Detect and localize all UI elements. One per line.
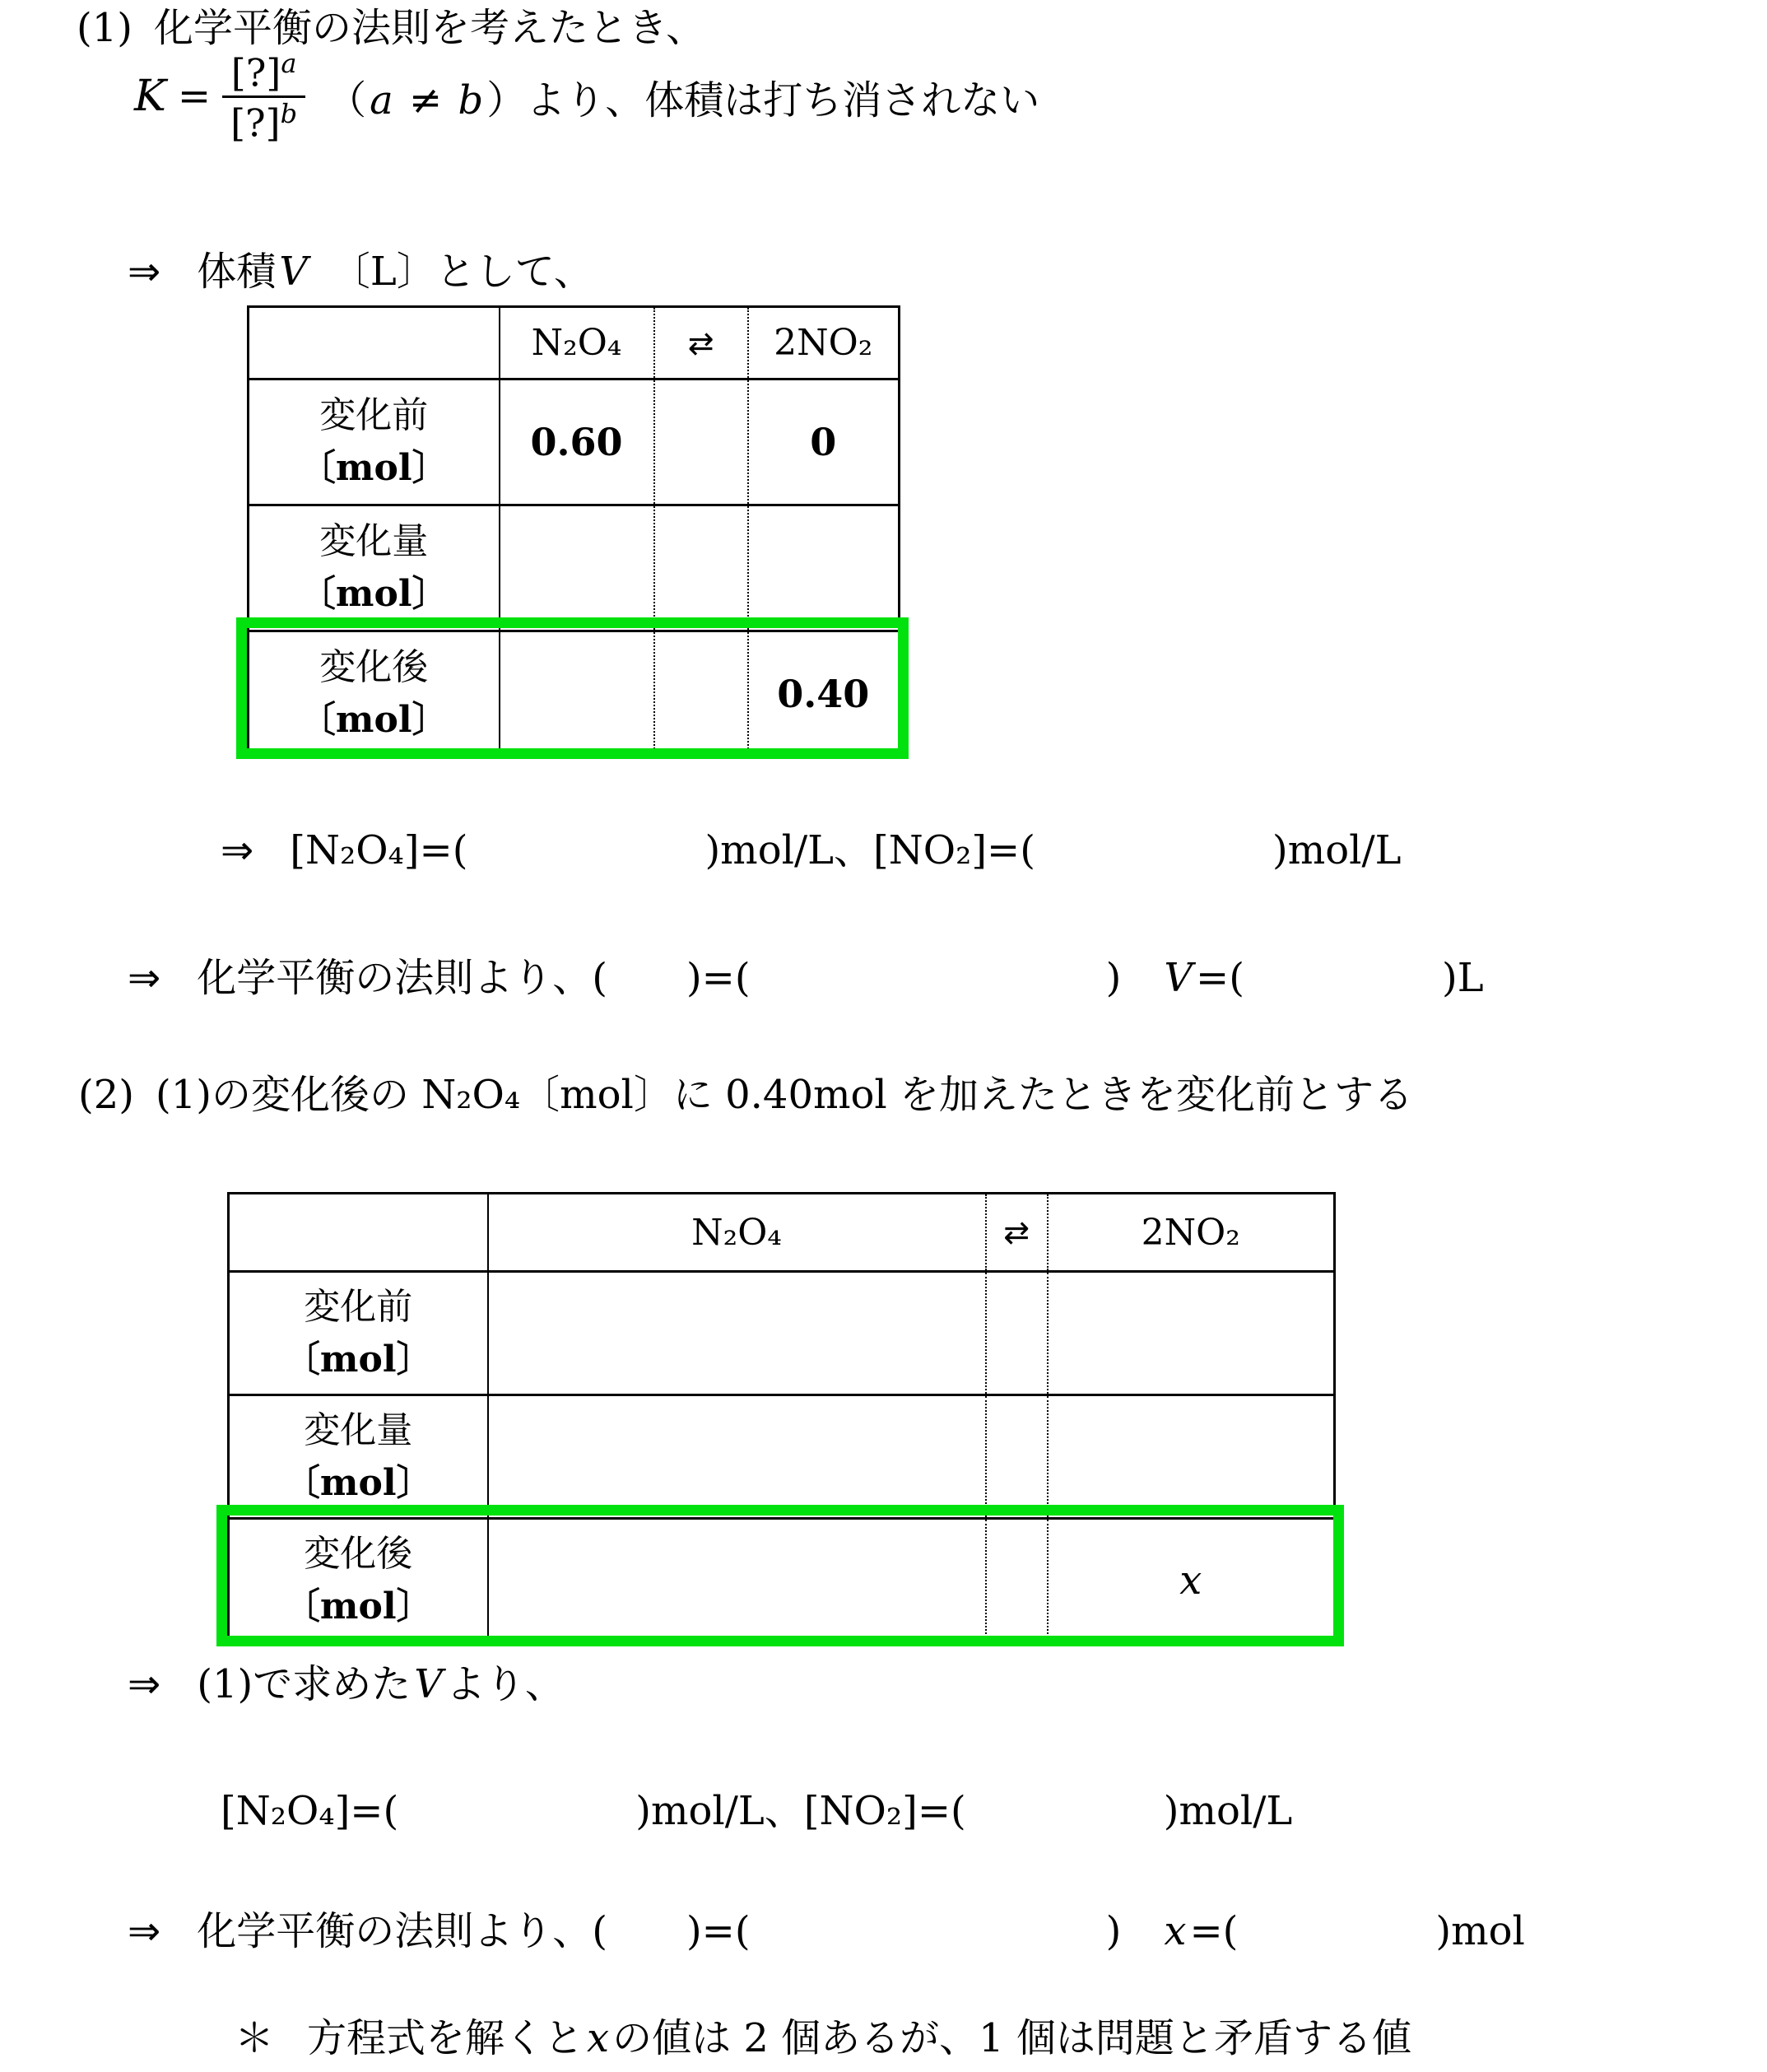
row-label-line1: 変化前 — [319, 394, 429, 437]
row-label-unit: 〔mol〕 — [283, 1338, 433, 1381]
cell-after-no2: 0.40 — [748, 631, 900, 757]
law-post-text: =( )L — [1196, 955, 1484, 1001]
asterisk-icon: ＊ — [235, 2015, 275, 2061]
section1-intro-text: 化学平衡の法則を考えたとき、 — [154, 5, 706, 51]
row-label-line1: 変化量 — [319, 520, 429, 563]
numerator-exponent: a — [281, 48, 297, 79]
table2-blank-header — [229, 1194, 488, 1272]
table1-row-before — [249, 379, 900, 505]
cell-before-arrow — [986, 1272, 1048, 1395]
table1-no2-header: 2NO₂ — [774, 322, 873, 364]
cell-after-arrow — [654, 631, 748, 757]
note-post-text: の値は 2 個あるが、1 個は問題と矛盾する値 — [612, 2015, 1411, 2061]
equilibrium-arrows-icon: ⇄ — [986, 1194, 1048, 1272]
v-reference-post-text: より、 — [445, 1661, 565, 1707]
concentration-line-1 — [221, 827, 1402, 875]
section1-number: (1) — [77, 5, 133, 51]
law-pre-text: 化学平衡の法則より、( )=( ) — [197, 1908, 1161, 1954]
cell-change-n2o4 — [488, 1395, 986, 1519]
concentration-blanks-text: [N₂O₄]=( )mol/L、[NO₂]=( )mol/L — [290, 827, 1402, 873]
condition-open-paren: （ — [327, 77, 367, 123]
row-label-unit: 〔mol〕 — [299, 573, 449, 615]
row-label-line1: 変化後 — [319, 646, 429, 689]
volume-pre-text: 体積 — [197, 249, 277, 295]
law-pre-text: 化学平衡の法則より、( )=( ) — [197, 955, 1161, 1001]
table2-header-row — [229, 1194, 1335, 1272]
condition-a: a — [370, 77, 393, 123]
cell-after-no2: x — [1048, 1519, 1335, 1642]
row-label-unit: 〔mol〕 — [299, 447, 449, 489]
denominator-exponent: b — [280, 97, 298, 129]
equilibrium-constant-formula — [134, 48, 1039, 146]
concentration-blanks-text: [N₂O₄]=( )mol/L、[NO₂]=( )mol/L — [221, 1788, 1293, 1834]
cell-change-no2 — [1048, 1395, 1335, 1519]
cell-before-n2o4 — [488, 1272, 986, 1395]
denominator-base: [?] — [230, 100, 281, 146]
formula-equals: = — [177, 73, 212, 120]
table2-row-change — [229, 1395, 1335, 1519]
rightwards-double-arrow-icon: ⇒ — [128, 249, 161, 295]
equilibrium-arrows-icon: ⇄ — [654, 307, 748, 379]
row-label — [249, 379, 500, 505]
section2-heading — [78, 1072, 1413, 1120]
row-label — [249, 505, 500, 631]
table2-row-after — [229, 1519, 1335, 1642]
v-reference-variable: V — [414, 1661, 443, 1707]
table2-row-before — [229, 1272, 1335, 1395]
row-label — [249, 631, 500, 757]
table1-n2o4-header: N₂O₄ — [531, 322, 622, 364]
rightwards-double-arrow-icon: ⇒ — [221, 827, 254, 873]
concentration-line-2 — [221, 1788, 1292, 1836]
row-label — [229, 1395, 488, 1519]
law-post-text: =( )mol — [1189, 1908, 1525, 1954]
note-pre-text: 方程式を解くと — [307, 2015, 584, 2061]
row-label-unit: 〔mol〕 — [283, 1461, 433, 1504]
cell-after-n2o4 — [488, 1519, 986, 1642]
condition-close-paren: ） — [486, 77, 527, 123]
section1-heading — [77, 5, 705, 53]
volume-line — [128, 249, 593, 296]
formula-k: K — [134, 72, 166, 122]
section2-number: (2) — [78, 1072, 134, 1118]
cell-before-n2o4: 0.60 — [500, 379, 654, 505]
formula-tail-text: より、体積は打ち消されない — [526, 77, 1040, 123]
cell-after-n2o4 — [500, 631, 654, 757]
fraction-denominator — [222, 95, 305, 146]
row-label-line1: 変化前 — [304, 1285, 413, 1328]
ice-table-1 — [247, 305, 900, 758]
volume-post-text: 〔L〕として、 — [310, 249, 593, 295]
section2-intro-text: (1)の変化後の N₂O₄〔mol〕に 0.40mol を加えたときを変化前とする — [156, 1072, 1414, 1118]
table1-blank-header — [249, 307, 500, 379]
formula-fraction — [222, 48, 305, 146]
v-reference-line — [128, 1661, 565, 1709]
row-label-line1: 変化量 — [304, 1408, 413, 1451]
note-line — [235, 2015, 1411, 2063]
table2-n2o4-header: N₂O₄ — [691, 1211, 782, 1254]
rightwards-double-arrow-icon: ⇒ — [128, 1661, 161, 1707]
rightwards-double-arrow-icon: ⇒ — [128, 1908, 161, 1954]
note-variable-x: x — [587, 2015, 610, 2061]
numerator-base: [?] — [230, 50, 281, 95]
row-label-unit: 〔mol〕 — [283, 1585, 433, 1627]
table1-row-after — [249, 631, 900, 757]
row-label — [229, 1272, 488, 1395]
law-line-2 — [128, 1908, 1525, 1956]
volume-variable: V — [279, 249, 308, 295]
condition-b: b — [458, 77, 484, 123]
law-line-1 — [128, 955, 1484, 1003]
ice-table-2 — [227, 1192, 1336, 1643]
cell-before-arrow — [654, 379, 748, 505]
cell-change-arrow — [654, 505, 748, 631]
row-label — [229, 1519, 488, 1642]
cell-after-arrow — [986, 1519, 1048, 1642]
cell-change-no2 — [748, 505, 900, 631]
cell-before-no2: 0 — [748, 379, 900, 505]
formula-condition — [327, 68, 526, 125]
cell-change-n2o4 — [500, 505, 654, 631]
table1-row-change — [249, 505, 900, 631]
row-label-line1: 変化後 — [304, 1532, 413, 1575]
condition-not-equal: ≠ — [396, 77, 455, 123]
fraction-numerator — [223, 48, 305, 95]
table2-no2-header: 2NO₂ — [1141, 1211, 1240, 1254]
rightwards-double-arrow-icon: ⇒ — [128, 955, 161, 1001]
table1-header-row — [249, 307, 900, 379]
law-variable-v: V — [1164, 955, 1193, 1001]
v-reference-pre-text: (1)で求めた — [197, 1661, 412, 1707]
row-label-unit: 〔mol〕 — [299, 699, 449, 741]
law-variable-x: x — [1164, 1908, 1187, 1954]
cell-change-arrow — [986, 1395, 1048, 1519]
cell-before-no2 — [1048, 1272, 1335, 1395]
